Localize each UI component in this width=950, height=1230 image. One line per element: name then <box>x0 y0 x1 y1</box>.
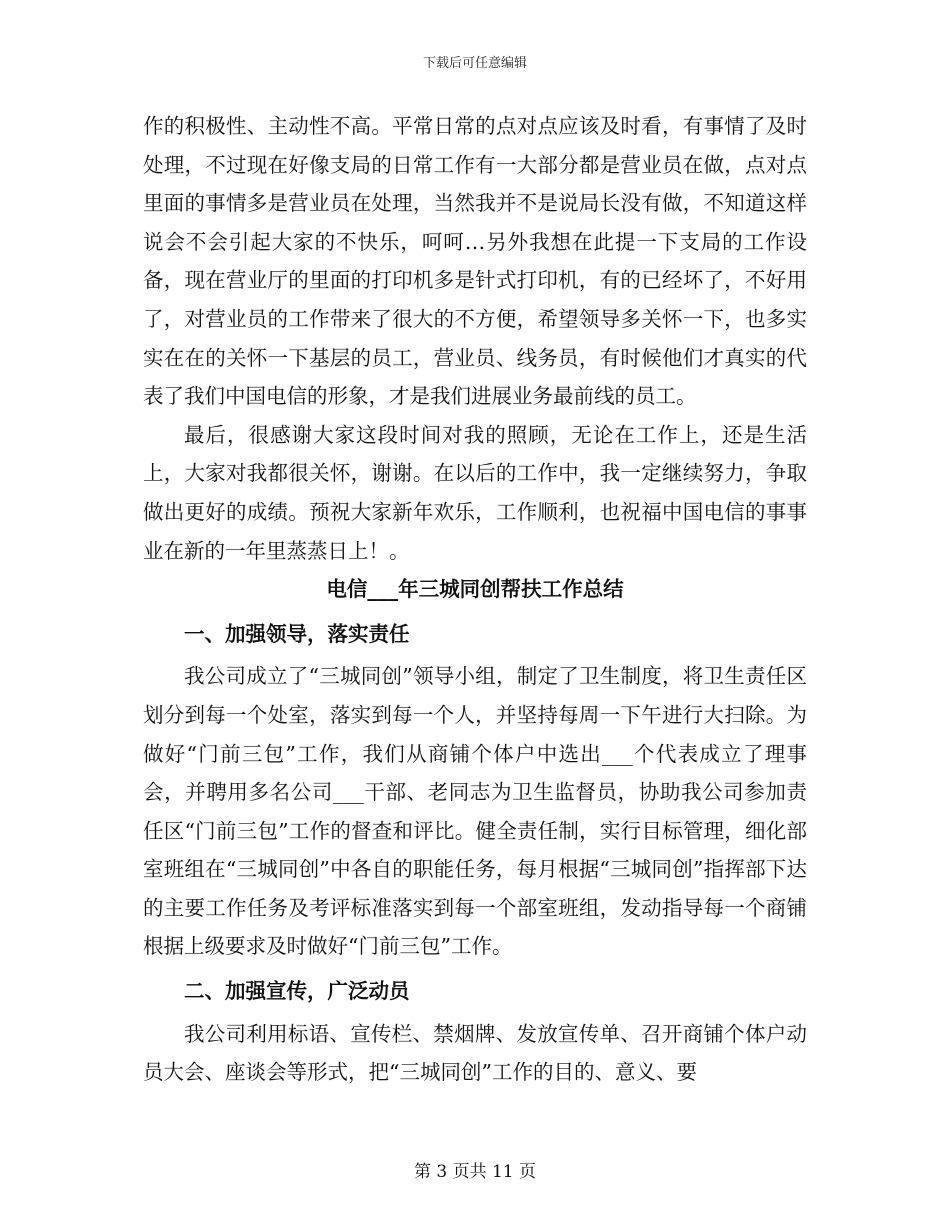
document-body <box>143 107 807 1092</box>
heading-leadership: 一、加强领导，落实责任 <box>184 621 410 646</box>
heading-publicity: 二、加强宣传，广泛动员 <box>184 979 410 1004</box>
paragraph-publicity: 我公司利用标语、宣传栏、禁烟牌、发放宣传单、召开商铺个体户动员大会、座谈会等形式，把“三城同创”工作的目的、意义、要 <box>143 1021 807 1085</box>
paragraph-leadership: 我公司成立了“三城同创”领导小组，制定了卫生制度，将卫生责任区划分到每一个处室，落实到每一个人，并坚持每周一下午进行大扫除。为做好“门前三包”工作，我们从商铺个体户中选出___个代表成立了理事会，并聘用多名公司___干部、老同志为卫生监督员，协助我公司参加责任区“门前三包”工作的督查和评比。健全责任制，实行目标管理，细化部室班组在“三城同创”中各自的职能任务，每月根据“三城同创”指挥部下达的主要工作任务及考评标准落实到每一个部室班组，发动指导每一个商铺根据上级要求及时做好“门前三包”工作。 <box>143 664 807 959</box>
page-footer: 第 3 页共 11 页 <box>413 1162 537 1182</box>
page-header: 下载后可任意编辑 <box>422 56 527 71</box>
section-title: 电信___年三城同创帮扶工作总结 <box>326 577 624 602</box>
paragraph-closing: 最后，很感谢大家这段时间对我的照顾，无论在工作上，还是生活上，大家对我都很关怀，谢谢。在以后的工作中，我一定继续努力，争取做出更好的成绩。预祝大家新年欢乐，工作顺利，也祝福中国电信的事事业在新的一年里蒸蒸日上！。 <box>143 422 807 563</box>
paragraph-continuation: 作的积极性、主动性不高。平常日常的点对点应该及时看，有事情了及时处理，不过现在好像支局的日常工作有一大部分都是营业员在做，点对点里面的事情多是营业员在处理，当然我并不是说局长没有做，不知道这样说会不会引起大家的不快乐，呵呵…另外我想在此提一下支局的工作设备，现在营业厅的里面的打印机多是针式打印机，有的已经坏了，不好用了，对营业员的工作带来了很大的不方便，希望领导多关怀一下，也多实实在在的关怀一下基层的员工，营业员、线务员，有时候他们才真实的代表了我们中国电信的形象，才是我们进展业务最前线的员工。 <box>143 114 807 409</box>
